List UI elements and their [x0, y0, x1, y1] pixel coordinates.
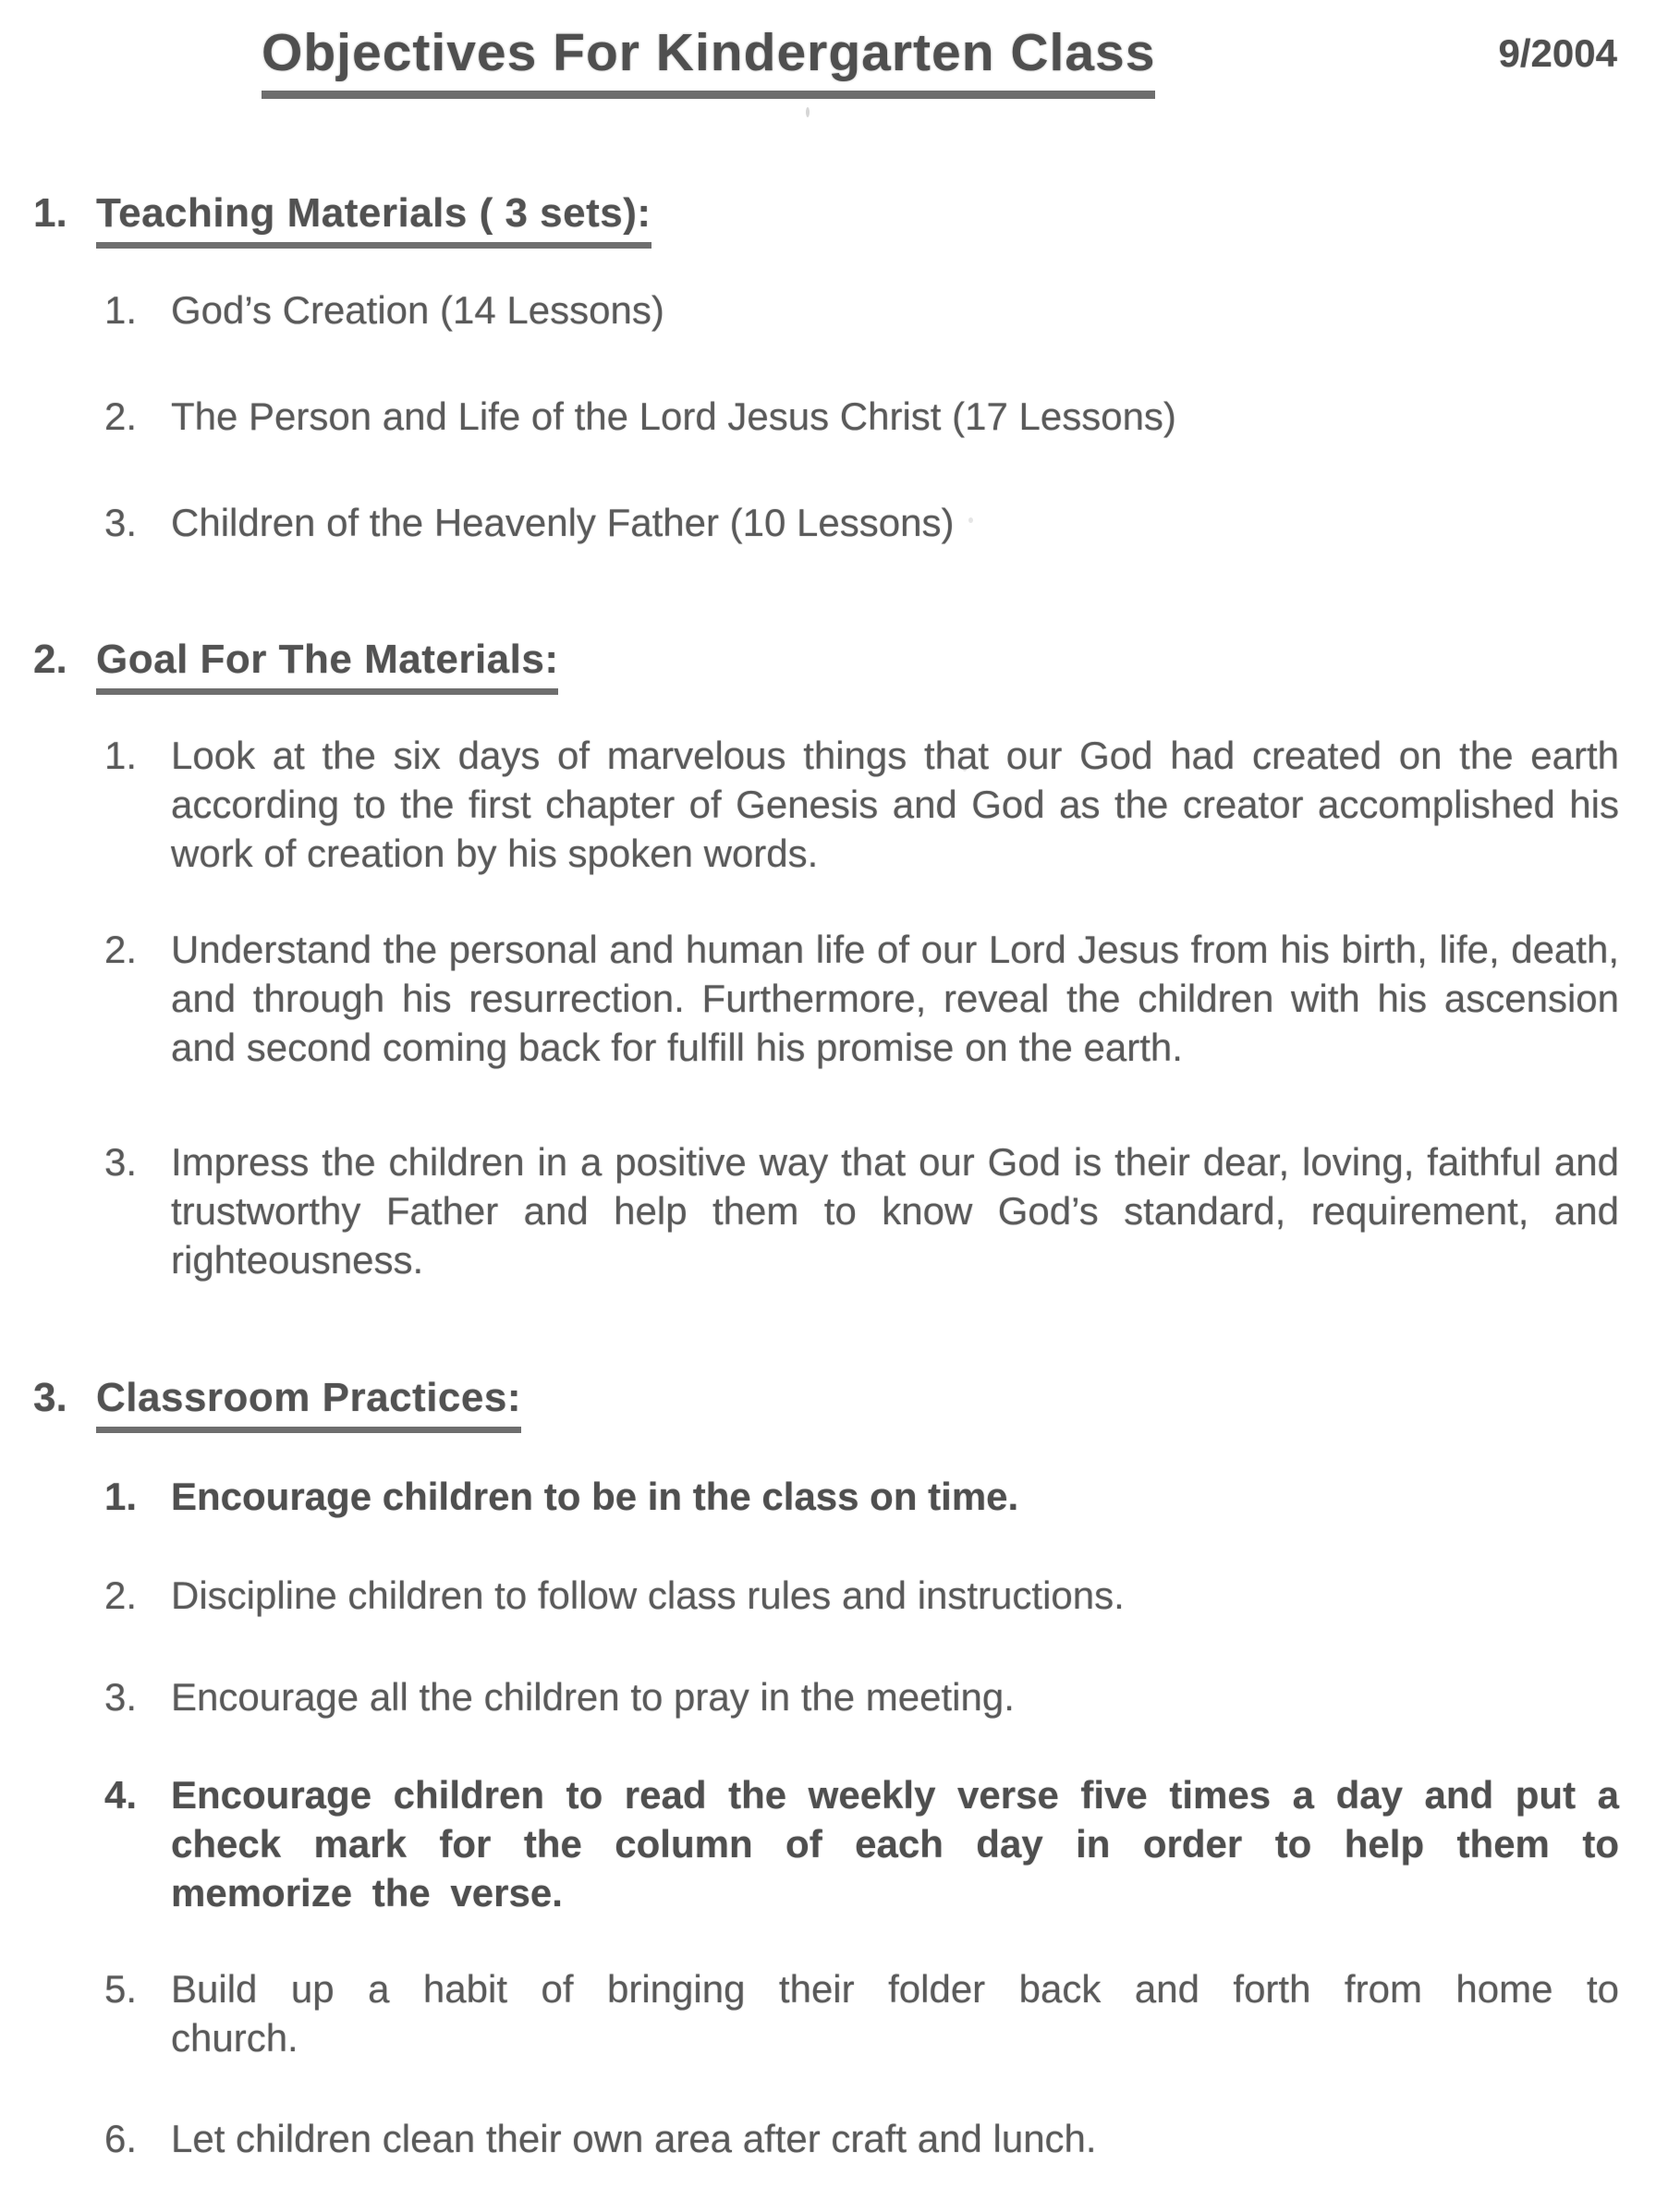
list-item [104, 392, 1619, 441]
list-item [104, 2114, 1619, 2163]
list-item [104, 498, 1619, 547]
item-number: 3. [104, 1140, 138, 1184]
document-header [0, 0, 1656, 99]
list-item [104, 1571, 1619, 1620]
item-text: God’s Creation (14 Lessons) [171, 288, 664, 332]
section-title: Classroom Practices: [96, 1375, 521, 1433]
item-number: 5. [104, 1967, 138, 2011]
scan-artifact [968, 517, 973, 523]
scan-artifact [806, 107, 810, 117]
section-title: Teaching Materials ( 3 sets): [96, 190, 651, 249]
item-number: 3. [104, 501, 138, 544]
item-text: Build up a habit of bringing their folder back and forth from home to church. [171, 1967, 1619, 2060]
item-number: 4. [104, 1773, 138, 1817]
item-text: Understand the personal and human life of our Lord Jesus from his birth, life, death, and through his resurrection. Furthermore, reveal the children with his ascension and second coming back for fulfill his promise on the earth. [171, 928, 1619, 1069]
list-item [104, 1964, 1619, 2062]
page-title: Objectives For Kindergarten Class [262, 22, 1155, 99]
item-text: The Person and Life of the Lord Jesus Christ (17 Lessons) [171, 395, 1176, 438]
list-item [104, 1472, 1619, 1521]
item-text: Impress the children in a positive way that our God is their dear, loving, faithful and trustworthy Father and help them to know God’s standard, requirement, and righteousness. [171, 1140, 1619, 1282]
item-number: 2. [104, 928, 138, 971]
list-item [104, 1770, 1619, 1917]
scan-artifact [698, 1162, 701, 1169]
list-item [104, 925, 1619, 1072]
section-heading-teaching-materials [33, 190, 1619, 249]
section-number: 3. [33, 1375, 67, 1420]
item-number: 3. [104, 1675, 138, 1719]
section-heading-goal-for-materials [33, 637, 1619, 695]
list-item [104, 1672, 1619, 1721]
section-number: 2. [33, 637, 67, 682]
item-text: Encourage all the children to pray in the meeting. [171, 1675, 1015, 1719]
item-number: 1. [104, 734, 138, 777]
item-text: Children of the Heavenly Father (10 Lessons) [171, 501, 955, 544]
document-date: 9/2004 [1498, 31, 1617, 75]
list-item [104, 731, 1619, 878]
section-heading-classroom-practices [33, 1375, 1619, 1433]
section-number: 1. [33, 190, 67, 236]
item-text: Discipline children to follow class rules and instructions. [171, 1574, 1125, 1617]
item-number: 2. [104, 395, 138, 438]
item-text: Encourage children to read the weekly verse five times a day and put a check mark for the column of each day in order to help them to memorize the verse. [171, 1773, 1619, 1914]
item-text: Let children clean their own area after craft and lunch. [171, 2117, 1097, 2160]
item-number: 6. [104, 2117, 138, 2160]
list-item [104, 1137, 1619, 1284]
list-item [104, 286, 1619, 334]
item-number: 1. [104, 1475, 138, 1518]
item-number: 1. [104, 288, 138, 332]
item-number: 2. [104, 1574, 138, 1617]
scan-artifact [963, 767, 967, 772]
item-text: Look at the six days of marvelous things that our God had created on the earth according to the first chapter of Genesis and God as the creator accomplished his work of creation by his spoken words. [171, 734, 1619, 875]
item-text: Encourage children to be in the class on time. [171, 1475, 1019, 1518]
section-title: Goal For The Materials: [96, 637, 558, 695]
